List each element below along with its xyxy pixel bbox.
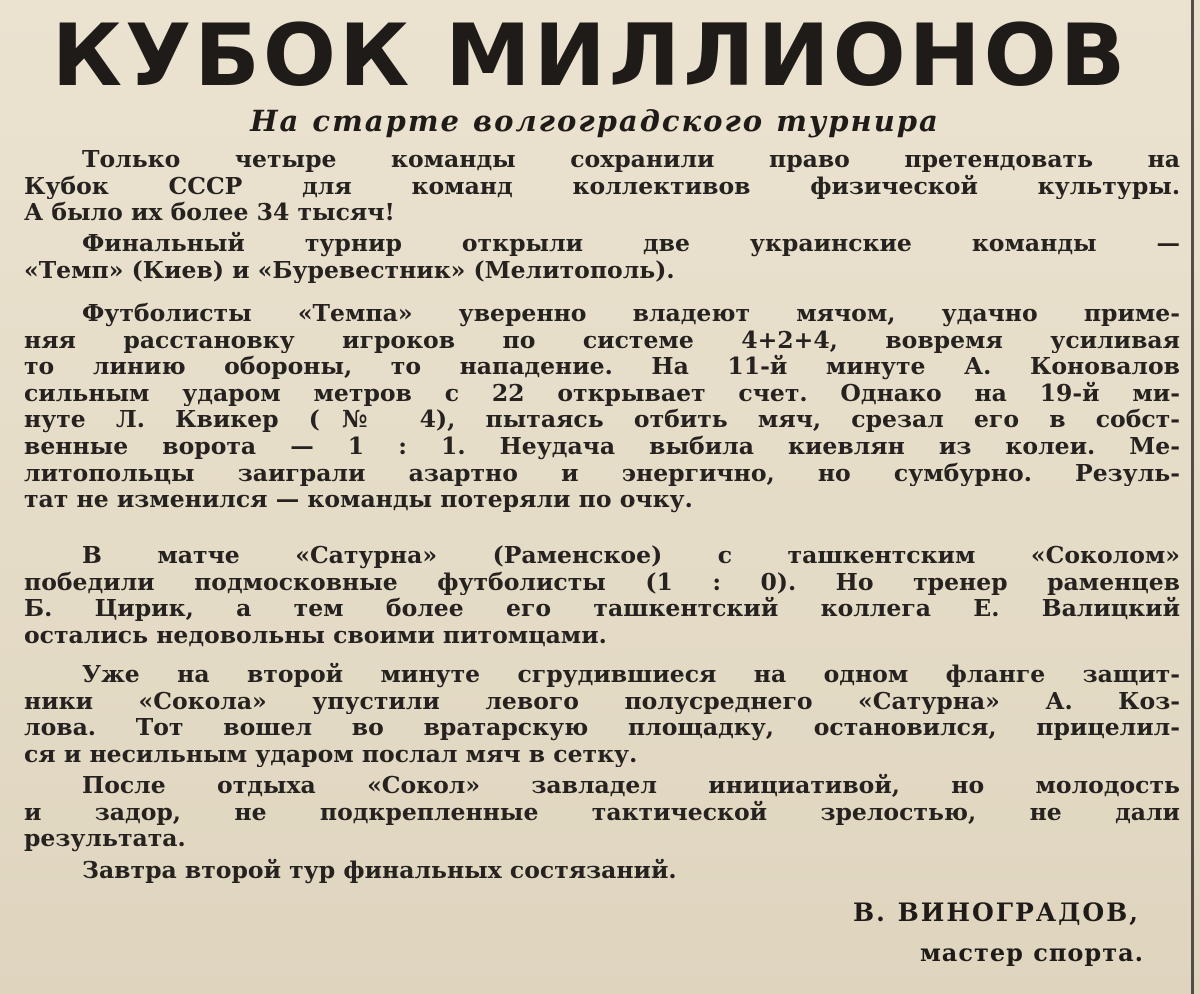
- text-line: После отдыха «Сокол» завладел инициативой, но молодость: [82, 772, 1180, 799]
- text-line: Футболисты «Темпа» уверенно владеют мячом, удачно приме-: [82, 300, 1180, 327]
- text-line: лова. Тот вошел во вратарскую площадку, остановился, прицелил-: [24, 714, 1180, 741]
- text-line: Завтра второй тур финальных состязаний.: [82, 857, 677, 884]
- text-line: няя расстановку игроков по системе 4+2+4, вовремя усиливая: [24, 326, 1180, 354]
- text-line: ники «Сокола» упустили левого полусреднего «Сатурна» А. Коз-: [24, 687, 1180, 715]
- paragraph-7: [24, 857, 1180, 884]
- text-line: сильным ударом метров с 22 открывает счет. Однако на 19-й ми-: [24, 379, 1180, 407]
- paragraph-5: [24, 661, 1180, 767]
- column-rule: [1191, 0, 1194, 994]
- paragraph-1: [24, 146, 1180, 226]
- paragraph-4: [24, 542, 1180, 648]
- text-line: А было их более 34 тысяч!: [24, 199, 395, 226]
- paragraph-3: [24, 300, 1180, 513]
- text-line: то линию обороны, то нападение. На 11-й минуте А. Коновалов: [24, 353, 1180, 380]
- text-line: победили подмосковные футболисты (1 : 0). Но тренер раменцев: [24, 568, 1180, 596]
- text-line: нуте Л. Квикер (№ 4), пытаясь отбить мяч, срезал его в собст-: [24, 406, 1180, 433]
- paragraph-2: [24, 230, 1180, 283]
- text-line: литопольцы заиграли азартно и энергично, но сумбурно. Резуль-: [24, 459, 1180, 487]
- text-line: Только четыре команды сохранили право претендовать на: [82, 146, 1180, 173]
- author-name: В. ВИНОГРАДОВ,: [853, 898, 1140, 927]
- headline: КУБОК МИЛЛИОНОВ: [51, 6, 1129, 106]
- text-line: венные ворота — 1 : 1. Неудача выбила киевлян из колеи. Ме-: [24, 432, 1180, 460]
- text-line: Кубок СССР для команд коллективов физической культуры.: [24, 172, 1180, 200]
- text-line: ся и несильным ударом послал мяч в сетку.: [24, 740, 638, 768]
- subheadline: На старте волгоградского турнира: [250, 104, 940, 138]
- text-line: остались недовольны своими питомцами.: [24, 621, 607, 649]
- text-line: тат не изменился — команды потеряли по очку.: [24, 486, 693, 513]
- text-line: «Темп» (Киев) и «Буревестник» (Мелитополь).: [24, 256, 675, 284]
- author-title: мастер спорта.: [919, 938, 1144, 967]
- text-line: Уже на второй минуте сгрудившиеся на одном фланге защит-: [82, 661, 1180, 688]
- paragraph-6: [24, 772, 1180, 852]
- text-line: Б. Цирик, а тем более его ташкентский коллега Е. Валицкий: [24, 595, 1180, 622]
- text-line: Финальный турнир открыли две украинские команды —: [82, 230, 1180, 257]
- text-line: результата.: [24, 825, 186, 852]
- text-line: и задор, не подкрепленные тактической зрелостью, не дали: [24, 798, 1180, 826]
- text-line: В матче «Сатурна» (Раменское) с ташкентским «Соколом»: [82, 542, 1180, 569]
